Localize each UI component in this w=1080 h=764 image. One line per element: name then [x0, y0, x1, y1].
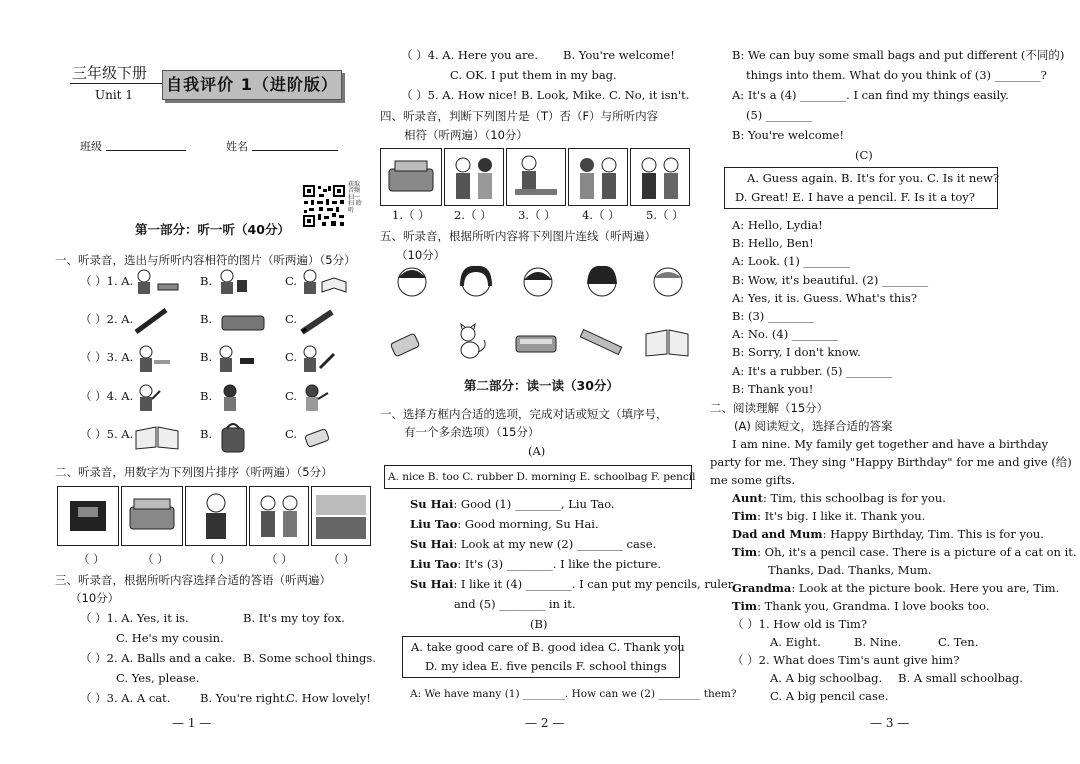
reading-q2-option-b: B. A small schoolbag.: [898, 671, 1023, 685]
reading-q1: （ ）1. How old is Tim?: [732, 617, 868, 631]
dialog-c-line: A: It's a rubber. (5) ________: [732, 363, 893, 378]
q2-option-a: （ ）2. A. Balls and a cake.: [80, 651, 236, 665]
pencil-case-open-icon: [122, 487, 182, 545]
word-bank-b-line-2: D. my idea E. five pencils F. school things: [425, 659, 667, 673]
s4-picture-box: [506, 148, 566, 206]
boy-with-book-icon: [298, 268, 350, 296]
s1-item-5: （ ）5. A.: [80, 427, 134, 441]
dialog-c-line: A: Hello, Lydia!: [732, 218, 823, 232]
ruler-icon[interactable]: [578, 326, 624, 360]
q3-option-c: C. How lovely!: [286, 691, 371, 705]
option-b-label: B.: [200, 350, 213, 364]
dialog-c-line: A: Look. (1) ________: [732, 254, 850, 269]
line-text: : Happy Birthday, Tim. This is for you.: [822, 527, 1044, 541]
line-text: : Good morning, Su Hai.: [457, 517, 599, 531]
story-line-3: [732, 527, 1044, 542]
q2-option-b: B. Some school things.: [243, 651, 376, 665]
story-line-7: [732, 599, 990, 614]
pencil-sharpener-icon: [58, 487, 118, 545]
q2-option-c: C. Yes, please.: [116, 671, 200, 685]
s1-item-4: （ ）4. A.: [80, 389, 134, 403]
dialog-b-line-6: B: You're welcome!: [732, 128, 845, 142]
worksheet-title: 自我评价 1（进阶版）: [162, 70, 342, 100]
dialog-c: [732, 218, 928, 400]
class-field[interactable]: [106, 150, 186, 151]
q1-option-a: （ ）1. A. Yes, it is.: [80, 611, 189, 625]
name-label: 姓名: [226, 140, 248, 153]
speaker: Tim: [732, 509, 758, 523]
speaker: Liu Tao: [410, 557, 458, 571]
s4-answer-3[interactable]: 3.（ ）: [518, 208, 556, 222]
boy-with-pencil-icon: [298, 344, 338, 374]
reading2-title: 二、阅读理解（15分）: [710, 401, 829, 415]
line-text: : Look at the picture book. Here you are, Tim.: [791, 581, 1060, 595]
reading2-subtitle: (A) 阅读短文，选择合适的答案: [734, 419, 893, 433]
children-talking-icon: [445, 149, 503, 205]
open-book-icon: [132, 423, 182, 451]
pencil-icon: [298, 306, 338, 336]
part2-title: 第二部分：读一读（30分）: [464, 378, 619, 393]
speaker: Su Hai: [410, 537, 454, 551]
word-bank-c-line-2: D. Great! E. I have a pencil. F. Is it a toy?: [735, 190, 975, 204]
dialog-b-line-2: B: We can buy some small bags and put different (不同的): [732, 48, 1065, 62]
reading-q1-option-b: B. Nine.: [854, 635, 902, 649]
speaker: Tim: [732, 599, 758, 613]
s4-picture-box: [568, 148, 628, 206]
section-b-label: (B): [530, 617, 548, 631]
class-label: 班级: [80, 140, 102, 153]
q1-option-c: C. He's my cousin.: [116, 631, 224, 645]
q3-option-a: （ ）3. A. A cat.: [80, 691, 171, 705]
dialog-c-line: B: Hello, Ben!: [732, 236, 814, 251]
grade-label: 三年级下册: [72, 64, 148, 82]
dialog-a-line-1: [410, 497, 615, 512]
pencil-box-icon: [381, 149, 441, 205]
line-text: : Oh, it's a pencil case. There is a picture of a cat on it.: [757, 545, 1077, 559]
s2-answer-4[interactable]: （ ）: [266, 552, 293, 566]
pencil-case-icon: [218, 310, 268, 334]
q5-options: （ ）5. A. How nice! B. Look, Mike. C. No, it isn't.: [401, 88, 690, 102]
passage-line-2: party for me. They sing "Happy Birthday" for me and give (给): [710, 455, 1072, 469]
line-text: : Good (1) ________, Liu Tao.: [453, 497, 615, 511]
s2-picture-box: [121, 486, 183, 546]
story-line-4: [732, 545, 1077, 560]
q1-option-b: B. It's my toy fox.: [243, 611, 345, 625]
section5-score: （10分）: [396, 248, 446, 262]
section3-title: 三、听录音，根据所听内容选择合适的答语（听两遍）: [55, 573, 331, 587]
girl-and-boy-icon: [569, 149, 627, 205]
option-c-label: C.: [285, 389, 298, 403]
line-text: : Tim, this schoolbag is for you.: [762, 491, 946, 505]
boy-with-bag-icon: [215, 268, 255, 296]
dialog-b-line-1: A: We have many (1) ________. How can we (2) ________ them?: [410, 688, 737, 700]
dialog-a-line-2: [410, 517, 599, 532]
option-c-label: C.: [285, 350, 298, 364]
book-icon[interactable]: [642, 326, 692, 360]
s4-picture-box: [630, 148, 690, 206]
boy-waving-icon: [132, 383, 172, 413]
reading1-title: 一、选择方框内合适的选项，完成对话或短文（填序号，: [380, 407, 668, 421]
girl-face-icon[interactable]: [582, 262, 622, 302]
dialog-b-line-3: things into them. What do you think of (3) ________?: [746, 68, 1047, 82]
boy-with-pencil-box-icon: [132, 268, 182, 296]
word-bank-c-line-1: A. Guess again. B. It's for you. C. Is it new?: [747, 171, 1000, 185]
s2-answer-3[interactable]: （ ）: [204, 552, 231, 566]
rubber-icon[interactable]: [386, 328, 426, 362]
boy-face-icon[interactable]: [392, 262, 432, 302]
s2-answer-1[interactable]: （ ）: [78, 552, 105, 566]
s1-item-1: （ ）1. A.: [80, 274, 134, 288]
option-b-label: B.: [200, 427, 213, 441]
dialog-c-line: A: Yes, it is. Guess. What's this?: [732, 290, 917, 305]
passage-line-1: I am nine. My family get together and have a birthday: [732, 437, 1049, 451]
speaker: Tim: [732, 545, 758, 559]
s2-answer-2[interactable]: （ ）: [142, 552, 169, 566]
girl-icon: [216, 383, 256, 413]
boy-with-rubber-icon: [214, 344, 258, 374]
section-c-label: (C): [855, 148, 873, 162]
speaker: Su Hai: [410, 577, 454, 591]
s1-item-2: （ ）2. A.: [80, 312, 134, 326]
speaker: Aunt: [732, 491, 763, 505]
unit-label: Unit 1: [95, 88, 133, 102]
boy-icon: [186, 487, 246, 545]
dialog-b-line-5: (5) ________: [746, 108, 812, 122]
dialog-b-line-4: A: It's a (4) ________. I can find my things easily.: [732, 88, 1009, 102]
speaker: Dad and Mum: [732, 527, 823, 541]
s4-answer-2[interactable]: 2.（ ）: [454, 208, 492, 222]
line-text: : It's big. I like it. Thank you.: [757, 509, 926, 523]
pen-icon: [132, 306, 172, 336]
option-b-label: B.: [200, 274, 213, 288]
page-number: — 2 —: [525, 716, 565, 730]
line-text: : Thank you, Grandma. I love books too.: [757, 599, 990, 613]
word-bank-a-text: A. nice B. too C. rubber D. morning E. schoolbag F. pencil: [388, 471, 696, 483]
s2-picture-box: [57, 486, 119, 546]
q3-option-b: B. You're right.: [200, 691, 289, 705]
line-text: : Look at my new (2) ________ case.: [453, 537, 657, 551]
option-b-label: B.: [200, 389, 213, 403]
dialog-c-line: A: No. (4) ________: [732, 327, 838, 342]
story-line-5: Thanks, Dad. Thanks, Mum.: [768, 563, 932, 577]
reading-q2-option-c: C. A big pencil case.: [770, 689, 889, 703]
page-2: [370, 0, 737, 764]
story-line-1: [732, 491, 946, 506]
two-children-icon: [250, 487, 308, 545]
speaker: Su Hai: [410, 497, 454, 511]
page-number: — 1 —: [172, 716, 212, 730]
section4-title: 四、听录音，判断下列图片是（T）否（F）与所听内容: [380, 109, 659, 123]
boy-face-icon[interactable]: [648, 262, 688, 302]
s4-picture-box: [444, 148, 504, 206]
reading-q1-option-c: C. Ten.: [938, 635, 979, 649]
reading-q2-option-a: A. A big schoolbag.: [770, 671, 883, 685]
speaker: Liu Tao: [410, 517, 458, 531]
s2-picture-box: [249, 486, 309, 546]
story-line-6: [732, 581, 1059, 596]
reading1-score: 有一个多余选项）（15分）: [404, 425, 540, 439]
pencil-case-icon[interactable]: [512, 330, 560, 358]
s4-picture-box: [380, 148, 442, 206]
grade-rule: [70, 83, 162, 84]
line-text: : It's (3) ________. I like the picture.: [457, 557, 662, 571]
dialog-a-line-6: and (5) ________ in it.: [454, 597, 576, 611]
two-boys-icon: [631, 149, 689, 205]
speaker: Grandma: [732, 581, 792, 595]
boy-face-icon[interactable]: [518, 262, 558, 302]
option-b-label: B.: [200, 312, 213, 326]
word-bank-b-line-1: A. take good care of B. good idea C. Thank you: [411, 640, 685, 654]
page-3: [710, 0, 1080, 764]
boy-at-desk-icon: [507, 149, 565, 205]
section4-score: 相符（听两遍）（10分）: [404, 128, 528, 142]
section5-title: 五、听录音，根据所听内容将下列图片连线（听两遍）: [380, 229, 656, 243]
section1-title: 一、听录音，选出与所听内容相符的图片（听两遍）（5分）: [55, 253, 356, 267]
option-c-label: C.: [285, 427, 298, 441]
dialog-a-line-5: [410, 577, 733, 592]
q4-option-c: C. OK. I put them in my bag.: [450, 68, 617, 82]
s2-answer-5[interactable]: （ ）: [328, 552, 355, 566]
part1-title: 第一部分：听一听（40分）: [135, 222, 290, 237]
s1-item-3: （ ）3. A.: [80, 350, 134, 364]
dialog-c-line: B: Sorry, I don't know.: [732, 345, 861, 360]
classroom-scene-icon: [312, 487, 370, 545]
word-bank-a: [384, 465, 696, 489]
passage-line-3: me some gifts.: [710, 473, 796, 487]
s2-picture-box: [311, 486, 371, 546]
boy-with-ruler-icon: [134, 344, 174, 374]
option-c-label: C.: [285, 274, 298, 288]
page-number: — 3 —: [870, 716, 910, 730]
dialog-a-line-4: [410, 557, 661, 572]
qr-code-icon[interactable]: [302, 184, 346, 232]
reading-q1-option-a: A. Eight.: [770, 635, 821, 649]
section-a-label: (A): [528, 444, 546, 458]
s4-answer-5[interactable]: 5.（ ）: [646, 208, 684, 222]
girl-face-icon[interactable]: [456, 262, 496, 302]
rubber-icon: [302, 428, 332, 450]
section2-title: 二、听录音，用数字为下列图片排序（听两遍）（5分）: [55, 465, 333, 479]
s2-picture-box: [185, 486, 247, 546]
reading-q2: （ ）2. What does Tim's aunt give him?: [732, 653, 960, 667]
name-field[interactable]: [252, 150, 338, 151]
s4-answer-1[interactable]: 1.（ ）: [392, 208, 430, 222]
schoolbag-icon: [218, 420, 248, 454]
girl-waving-icon: [298, 383, 338, 413]
word-bank-b: [402, 636, 685, 678]
qr-caption: 获取音频 扫一扫 聆听: [348, 181, 362, 214]
dialog-c-line: B: Wow, it's beautiful. (2) ________: [732, 272, 929, 287]
dialog-c-line: B: Thank you!: [732, 381, 814, 396]
q4-option-b: B. You're welcome!: [563, 48, 675, 62]
dialog-a-line-3: [410, 537, 656, 552]
cat-icon[interactable]: [452, 322, 492, 362]
line-text: : I like it (4) ________. I can put my pencils, ruler: [453, 577, 734, 591]
dialog-c-line: B: (3) ________: [732, 308, 814, 323]
word-bank-c: [724, 167, 998, 209]
s4-answer-4[interactable]: 4.（ ）: [582, 208, 620, 222]
story-line-2: [732, 509, 925, 524]
section3-score: （10分）: [70, 591, 120, 605]
page-1: [0, 0, 376, 764]
q4-option-a: （ ）4. A. Here you are.: [401, 48, 538, 62]
option-c-label: C.: [285, 312, 298, 326]
